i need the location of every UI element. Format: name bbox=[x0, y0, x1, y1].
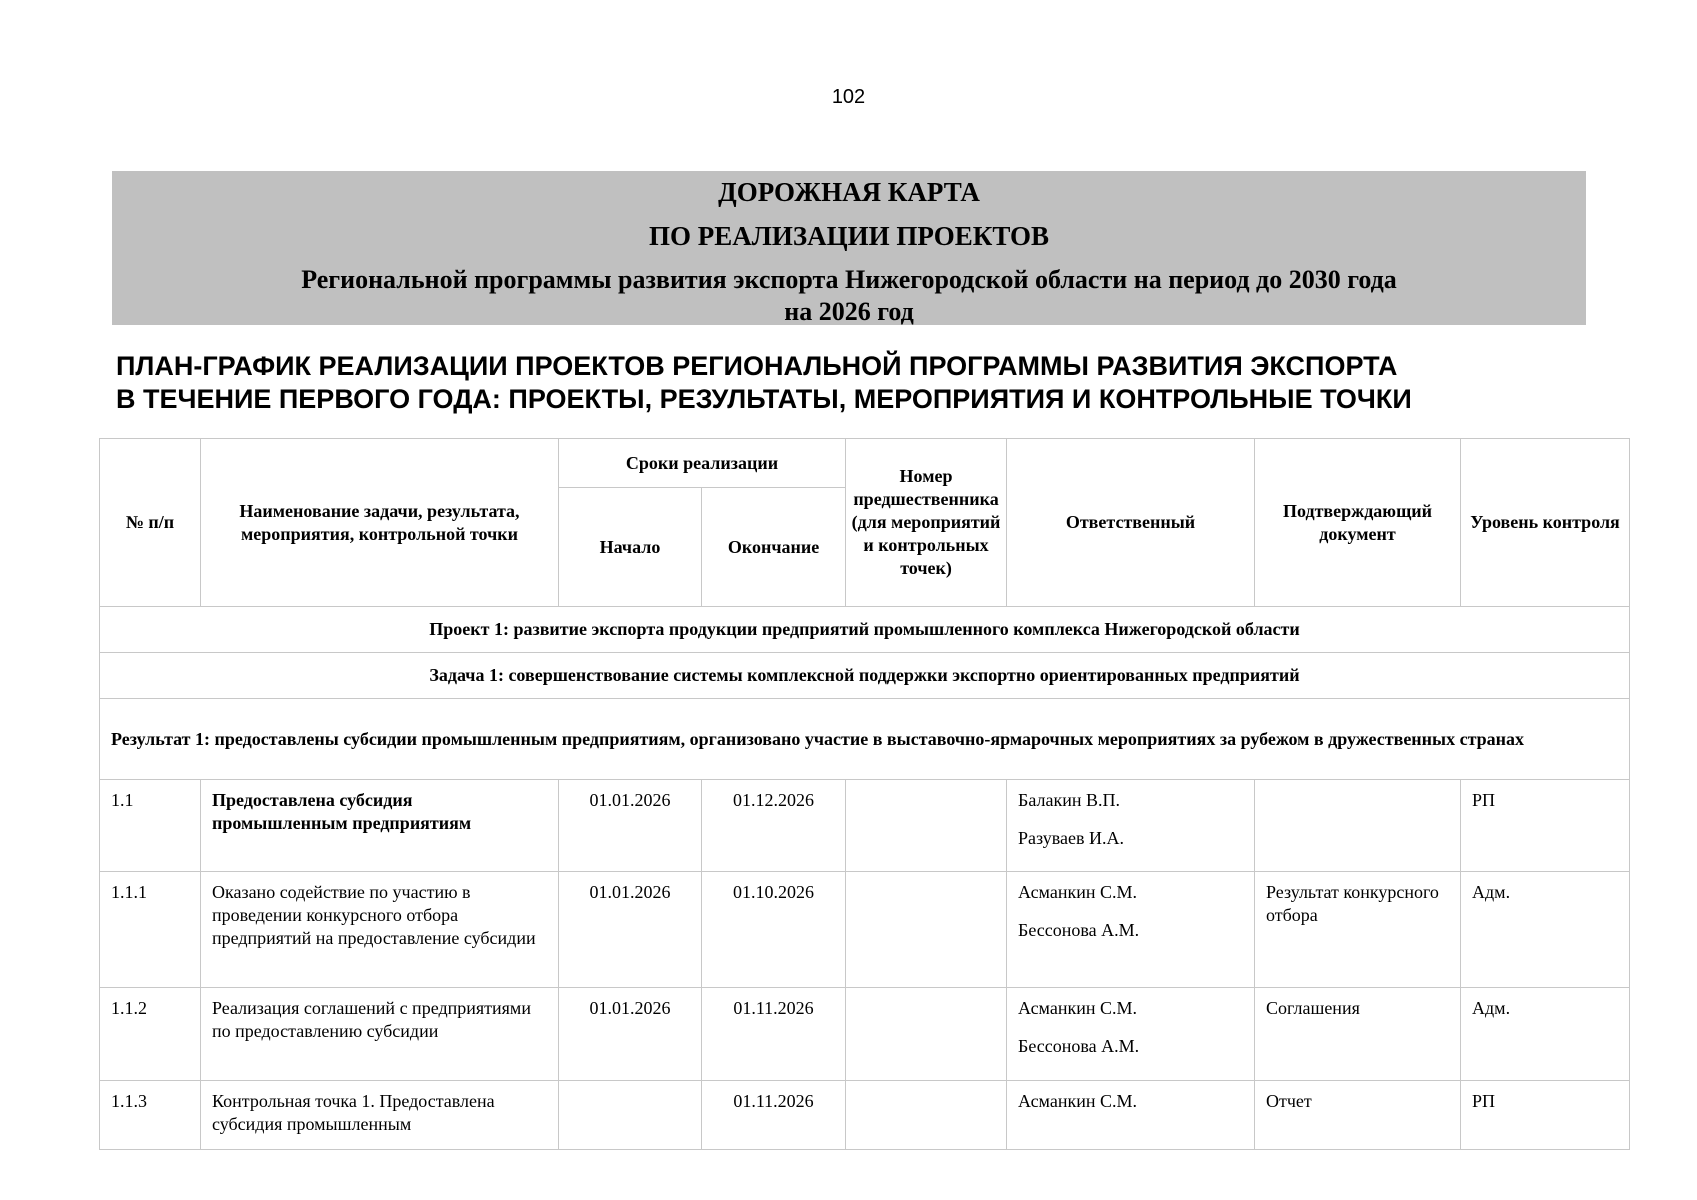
table-header-row bbox=[100, 439, 1630, 488]
responsible-person: Бессонова А.М. bbox=[1018, 1036, 1140, 1056]
responsible-person: Балакин В.П. bbox=[1018, 790, 1120, 810]
header-end: Окончание bbox=[702, 488, 846, 607]
roadmap-table bbox=[99, 438, 1630, 1150]
header-terms: Сроки реализации bbox=[559, 439, 846, 488]
row-control: Адм. bbox=[1461, 872, 1630, 988]
row-start: 01.01.2026 bbox=[559, 780, 702, 872]
row-predecessor bbox=[846, 1081, 1007, 1150]
project-row bbox=[100, 607, 1630, 653]
header-name: Наименование задачи, результата, мероприятия, контрольной точки bbox=[201, 439, 559, 607]
row-end: 01.10.2026 bbox=[702, 872, 846, 988]
row-start: 01.01.2026 bbox=[559, 872, 702, 988]
table-row bbox=[100, 1081, 1630, 1150]
row-end: 01.11.2026 bbox=[702, 988, 846, 1081]
row-name: Контрольная точка 1. Предоставлена субсидия промышленным bbox=[201, 1081, 559, 1150]
responsible-person: Бессонова А.М. bbox=[1018, 920, 1140, 940]
result-title: Результат 1: предоставлены субсидии промышленным предприятиям, организовано участие в выставочно-ярмарочных мероприятиях за рубежом в дружественных странах bbox=[100, 699, 1630, 780]
row-start bbox=[559, 1081, 702, 1150]
row-end: 01.11.2026 bbox=[702, 1081, 846, 1150]
banner-title: ДОРОЖНАЯ КАРТА bbox=[718, 177, 980, 207]
row-responsible bbox=[1007, 1081, 1255, 1150]
row-control: Адм. bbox=[1461, 988, 1630, 1081]
header-predecessor: Номер предшественника (для мероприятий и контрольных точек) bbox=[846, 439, 1007, 607]
banner-description bbox=[112, 264, 1586, 328]
project-title: Проект 1: развитие экспорта продукции предприятий промышленного комплекса Нижегородской области bbox=[100, 607, 1630, 653]
header-num: № п/п bbox=[100, 439, 201, 607]
row-responsible bbox=[1007, 872, 1255, 988]
task-title: Задача 1: совершенствование системы комплексной поддержки экспортно ориентированных предприятий bbox=[100, 653, 1630, 699]
header-start: Начало bbox=[559, 488, 702, 607]
row-predecessor bbox=[846, 988, 1007, 1081]
plan-heading-line2: В ТЕЧЕНИЕ ПЕРВОГО ГОДА: ПРОЕКТЫ, РЕЗУЛЬТАТЫ, МЕРОПРИЯТИЯ И КОНТРОЛЬНЫЕ ТОЧКИ bbox=[116, 384, 1412, 414]
row-name: Предоставлена субсидия промышленным предприятиям bbox=[201, 780, 559, 872]
row-num: 1.1.1 bbox=[100, 872, 201, 988]
row-num: 1.1.2 bbox=[100, 988, 201, 1081]
row-num: 1.1.3 bbox=[100, 1081, 201, 1150]
responsible-person: Асманкин С.М. bbox=[1018, 882, 1137, 902]
plan-heading-line1: ПЛАН-ГРАФИК РЕАЛИЗАЦИИ ПРОЕКТОВ РЕГИОНАЛЬНОЙ ПРОГРАММЫ РАЗВИТИЯ ЭКСПОРТА bbox=[116, 351, 1398, 381]
row-num: 1.1 bbox=[100, 780, 201, 872]
header-control: Уровень контроля bbox=[1461, 439, 1630, 607]
row-end: 01.12.2026 bbox=[702, 780, 846, 872]
responsible-person: Разуваев И.А. bbox=[1018, 828, 1124, 848]
table-row bbox=[100, 988, 1630, 1081]
row-control: РП bbox=[1461, 780, 1630, 872]
page-number: 102 bbox=[831, 86, 866, 108]
responsible-person: Асманкин С.М. bbox=[1018, 998, 1137, 1018]
table-row bbox=[100, 780, 1630, 872]
task-row bbox=[100, 653, 1630, 699]
plan-heading bbox=[116, 350, 1616, 416]
row-responsible bbox=[1007, 988, 1255, 1081]
result-row bbox=[100, 699, 1630, 780]
banner-subtitle: ПО РЕАЛИЗАЦИИ ПРОЕКТОВ bbox=[649, 221, 1049, 251]
table-row bbox=[100, 872, 1630, 988]
banner-program-line: Региональной программы развития экспорта Нижегородской области на период до 2030 года bbox=[301, 265, 1397, 294]
row-name: Реализация соглашений с предприятиями по предоставлению субсидии bbox=[201, 988, 559, 1081]
row-responsible bbox=[1007, 780, 1255, 872]
row-predecessor bbox=[846, 780, 1007, 872]
row-control: РП bbox=[1461, 1081, 1630, 1150]
row-document: Отчет bbox=[1255, 1081, 1461, 1150]
row-document bbox=[1255, 780, 1461, 872]
row-name: Оказано содействие по участию в проведении конкурсного отбора предприятий на предоставление субсидии bbox=[201, 872, 559, 988]
row-start: 01.01.2026 bbox=[559, 988, 702, 1081]
header-responsible: Ответственный bbox=[1007, 439, 1255, 607]
row-predecessor bbox=[846, 872, 1007, 988]
row-document: Результат конкурсного отбора bbox=[1255, 872, 1461, 988]
roadmap-banner bbox=[112, 171, 1586, 325]
banner-year-line: на 2026 год bbox=[784, 297, 914, 326]
responsible-person: Асманкин С.М. bbox=[1018, 1091, 1137, 1111]
header-document: Подтверждающий документ bbox=[1255, 439, 1461, 607]
row-document: Соглашения bbox=[1255, 988, 1461, 1081]
